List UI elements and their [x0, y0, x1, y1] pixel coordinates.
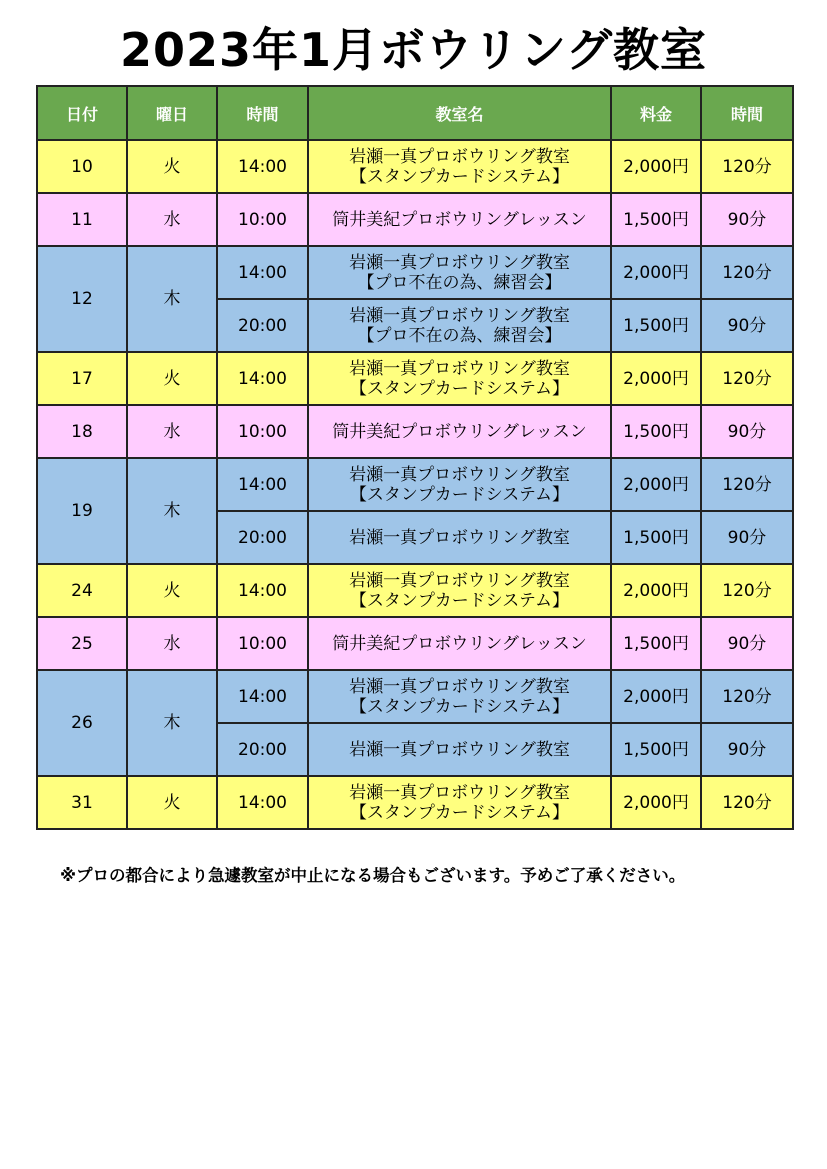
time-cell: 20:00 [217, 511, 308, 564]
time-cell: 14:00 [217, 776, 308, 829]
class-name-line1: 岩瀬一真プロボウリング教室 [349, 252, 570, 273]
date-cell: 26 [37, 670, 127, 776]
fee-cell: 2,000円 [611, 246, 701, 299]
class-name-cell [308, 246, 611, 299]
class-name-line1: 岩瀬一真プロボウリング教室 [349, 676, 570, 697]
class-name-line1: 岩瀬一真プロボウリング教室 [349, 739, 570, 760]
class-name-line1: 岩瀬一真プロボウリング教室 [349, 358, 570, 379]
weekday-cell: 木 [127, 458, 217, 564]
table-row [37, 140, 793, 193]
class-name-cell [308, 670, 611, 723]
weekday-cell: 火 [127, 564, 217, 617]
duration-cell: 120分 [701, 670, 793, 723]
class-name-cell [308, 511, 611, 564]
class-name-cell [308, 617, 611, 670]
schedule-table [36, 85, 794, 830]
class-name-cell [308, 564, 611, 617]
table-row [37, 776, 793, 829]
class-name-line1: 岩瀬一真プロボウリング教室 [349, 464, 570, 485]
class-name-line2: 【プロ不在の為、練習会】 [357, 325, 562, 346]
date-cell: 17 [37, 352, 127, 405]
header-date: 日付 [37, 86, 127, 140]
page-title: 2023年1月ボウリング教室 [119, 23, 708, 77]
weekday-cell: 水 [127, 405, 217, 458]
time-cell: 14:00 [217, 458, 308, 511]
time-cell: 20:00 [217, 299, 308, 352]
class-name-cell [308, 193, 611, 246]
table-row [37, 564, 793, 617]
time-cell: 20:00 [217, 723, 308, 776]
header-fee: 料金 [611, 86, 701, 140]
duration-cell: 120分 [701, 246, 793, 299]
class-name-line1: 岩瀬一真プロボウリング教室 [349, 527, 570, 548]
class-name-cell [308, 776, 611, 829]
fee-cell: 2,000円 [611, 352, 701, 405]
weekday-cell: 木 [127, 670, 217, 776]
class-name-line1: 筒井美紀プロボウリングレッスン [332, 633, 587, 654]
fee-cell: 2,000円 [611, 776, 701, 829]
table-row [37, 193, 793, 246]
class-name-line2: 【プロ不在の為、練習会】 [357, 272, 562, 293]
weekday-cell: 木 [127, 246, 217, 352]
class-name-line1: 岩瀬一真プロボウリング教室 [349, 146, 570, 167]
date-cell: 11 [37, 193, 127, 246]
fee-cell: 1,500円 [611, 193, 701, 246]
table-row [37, 458, 793, 511]
duration-cell: 90分 [701, 405, 793, 458]
header-duration: 時間 [701, 86, 793, 140]
class-name-cell [308, 723, 611, 776]
weekday-cell: 火 [127, 776, 217, 829]
fee-cell: 1,500円 [611, 299, 701, 352]
class-name-cell [308, 405, 611, 458]
date-cell: 18 [37, 405, 127, 458]
class-name-line2: 【スタンプカードシステム】 [349, 378, 570, 399]
class-name-line2: 【スタンプカードシステム】 [349, 802, 570, 823]
date-cell: 24 [37, 564, 127, 617]
weekday-cell: 水 [127, 193, 217, 246]
time-cell: 10:00 [217, 405, 308, 458]
time-cell: 14:00 [217, 352, 308, 405]
fee-cell: 1,500円 [611, 617, 701, 670]
table-header-row [37, 86, 793, 140]
fee-cell: 2,000円 [611, 140, 701, 193]
time-cell: 10:00 [217, 617, 308, 670]
time-cell: 14:00 [217, 140, 308, 193]
table-row [37, 617, 793, 670]
duration-cell: 90分 [701, 299, 793, 352]
header-class-name: 教室名 [308, 86, 611, 140]
duration-cell: 90分 [701, 723, 793, 776]
table-row [37, 405, 793, 458]
date-cell: 25 [37, 617, 127, 670]
time-cell: 14:00 [217, 670, 308, 723]
footnote: ※プロの都合により急遽教室が中止になる場合もございます。予めご了承ください。 [60, 866, 686, 885]
class-name-line2: 【スタンプカードシステム】 [349, 696, 570, 717]
duration-cell: 90分 [701, 193, 793, 246]
duration-cell: 120分 [701, 776, 793, 829]
header-time: 時間 [217, 86, 308, 140]
table-row [37, 246, 793, 299]
fee-cell: 1,500円 [611, 511, 701, 564]
weekday-cell: 火 [127, 352, 217, 405]
duration-cell: 120分 [701, 352, 793, 405]
table-row [37, 670, 793, 723]
class-name-line2: 【スタンプカードシステム】 [349, 590, 570, 611]
class-name-cell [308, 299, 611, 352]
class-name-line2: 【スタンプカードシステム】 [349, 484, 570, 505]
class-name-cell [308, 140, 611, 193]
fee-cell: 1,500円 [611, 723, 701, 776]
duration-cell: 90分 [701, 617, 793, 670]
duration-cell: 120分 [701, 564, 793, 617]
class-name-line1: 岩瀬一真プロボウリング教室 [349, 305, 570, 326]
class-name-line1: 筒井美紀プロボウリングレッスン [332, 209, 587, 230]
class-name-line2: 【スタンプカードシステム】 [349, 166, 570, 187]
header-weekday: 曜日 [127, 86, 217, 140]
fee-cell: 2,000円 [611, 564, 701, 617]
weekday-cell: 火 [127, 140, 217, 193]
fee-cell: 1,500円 [611, 405, 701, 458]
date-cell: 19 [37, 458, 127, 564]
duration-cell: 90分 [701, 511, 793, 564]
class-name-cell [308, 458, 611, 511]
date-cell: 10 [37, 140, 127, 193]
date-cell: 31 [37, 776, 127, 829]
duration-cell: 120分 [701, 458, 793, 511]
class-name-cell [308, 352, 611, 405]
time-cell: 14:00 [217, 564, 308, 617]
class-name-line1: 岩瀬一真プロボウリング教室 [349, 782, 570, 803]
duration-cell: 120分 [701, 140, 793, 193]
table-row [37, 352, 793, 405]
weekday-cell: 水 [127, 617, 217, 670]
class-name-line1: 岩瀬一真プロボウリング教室 [349, 570, 570, 591]
fee-cell: 2,000円 [611, 670, 701, 723]
time-cell: 10:00 [217, 193, 308, 246]
fee-cell: 2,000円 [611, 458, 701, 511]
time-cell: 14:00 [217, 246, 308, 299]
date-cell: 12 [37, 246, 127, 352]
class-name-line1: 筒井美紀プロボウリングレッスン [332, 421, 587, 442]
